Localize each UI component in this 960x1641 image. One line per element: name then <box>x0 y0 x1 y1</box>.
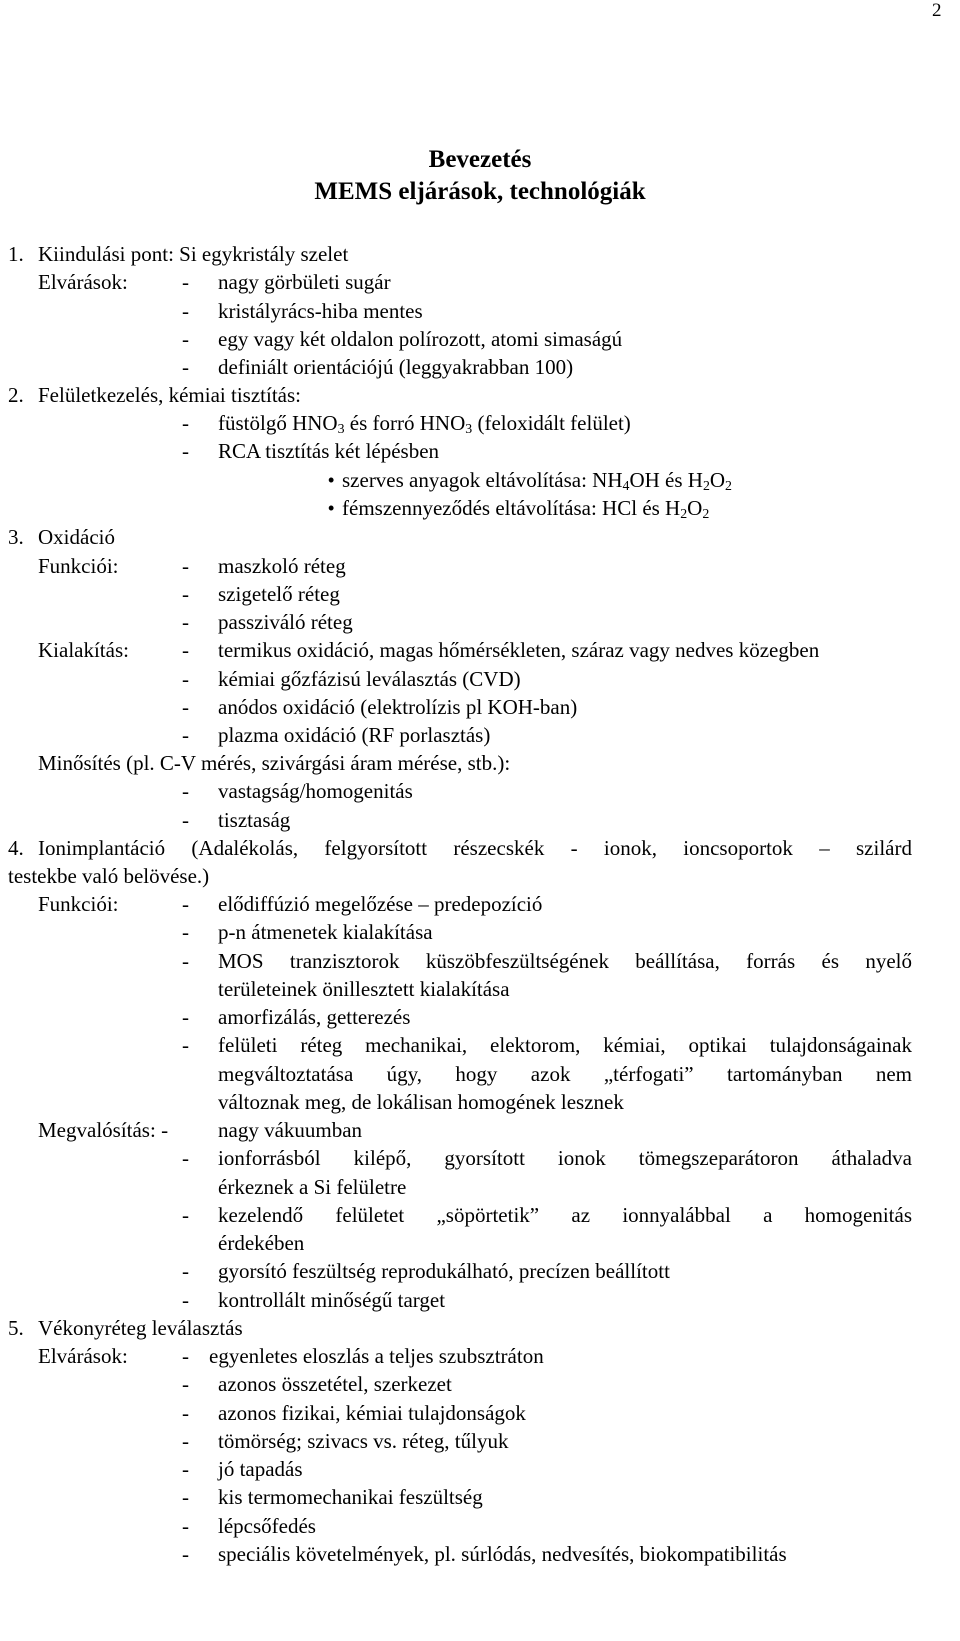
list-item: nagy görbületi sugár <box>218 270 391 294</box>
list-item: maszkoló réteg <box>218 554 346 578</box>
list-item: RCA tisztítás két lépésben <box>218 439 440 463</box>
list-dash: - <box>182 667 189 691</box>
label-elvarasok: Elvárások: <box>38 270 128 294</box>
list-item: gyorsító feszültség reprodukálható, precízen beállított <box>218 1259 670 1283</box>
list-item-cont: területeinek önillesztett kialakítása <box>218 977 510 1001</box>
label-kialakitas: Kialakítás: <box>38 638 129 662</box>
list-item: tömörség; szivacs vs. réteg, tűlyuk <box>218 1429 509 1453</box>
section-heading: Oxidáció <box>38 525 115 549</box>
list-dash: - <box>182 1288 189 1312</box>
list-item: szigetelő réteg <box>218 582 340 606</box>
list-dash: - <box>182 808 189 832</box>
section-heading: Ionimplantáció (Adalékolás, felgyorsított részecskék - ionok, ioncsoportok – szilárd <box>38 836 912 860</box>
list-item: jó tapadás <box>218 1457 303 1481</box>
section-number: 3. <box>8 525 24 549</box>
label-funkcioi: Funkciói: <box>38 892 119 916</box>
list-item: kezelendő felületet „söpörtetik” az ionnyalábbal a homogenitás <box>218 1203 912 1227</box>
section-heading: Kiindulási pont: Si egykristály szelet <box>38 242 349 266</box>
list-dash: - <box>182 554 189 578</box>
list-dash: - <box>182 892 189 916</box>
list-dash: - <box>182 779 189 803</box>
list-dash: - <box>182 1514 189 1538</box>
list-dash: - <box>182 1401 189 1425</box>
document-subtitle: MEMS eljárások, technológiák <box>314 178 646 205</box>
list-item: kémiai gőzfázisú leválasztás (CVD) <box>218 667 521 691</box>
label-funkcioi: Funkciói: <box>38 554 119 578</box>
section-number: 4. <box>8 836 24 860</box>
list-dash: - <box>182 1344 189 1368</box>
document-title: Bevezetés <box>428 146 532 173</box>
section-number: 5. <box>8 1316 24 1340</box>
list-item: nagy vákuumban <box>218 1118 363 1142</box>
list-dash: - <box>182 1542 189 1566</box>
list-item-cont: változnak meg, de lokálisan homogének lesznek <box>218 1090 624 1114</box>
list-dash: - <box>182 1033 189 1057</box>
list-dash: - <box>182 1429 189 1453</box>
list-dash: - <box>182 610 189 634</box>
list-dash: - <box>182 270 189 294</box>
list-item: definiált orientációjú (leggyakrabban 100) <box>218 355 574 379</box>
list-dash: - <box>182 920 189 944</box>
list-item: elődiffúzió megelőzése – predepozíció <box>218 892 543 916</box>
list-dash: - <box>182 439 189 463</box>
list-dash: - <box>182 949 189 973</box>
list-item: amorfizálás, getterezés <box>218 1005 411 1029</box>
bullet-icon: • <box>328 498 335 518</box>
list-item: MOS tranzisztorok küszöbfeszültségének beállítása, forrás és nyelő <box>218 949 912 973</box>
label-minosites: Minősítés (pl. C-V mérés, szivárgási áram mérése, stb.): <box>38 751 511 775</box>
bullet-icon: • <box>328 470 335 490</box>
list-dash: - <box>182 723 189 747</box>
list-item: tisztaság <box>218 808 291 832</box>
section-number: 2. <box>8 383 24 407</box>
list-item: felületi réteg mechanikai, elektorom, kémiai, optikai tulajdonságainak <box>218 1033 912 1057</box>
list-item: ionforrásból kilépő, gyorsított ionok tömegszeparátoron áthaladva <box>218 1146 912 1170</box>
list-item: kis termomechanikai feszültség <box>218 1485 483 1509</box>
list-dash: - <box>182 1005 189 1029</box>
section-heading: Felületkezelés, kémiai tisztítás: <box>38 383 302 407</box>
list-dash: - <box>182 411 189 435</box>
section-number: 1. <box>8 242 24 266</box>
list-dash: - <box>182 1146 189 1170</box>
list-item: anódos oxidáció (elektrolízis pl KOH-ban) <box>218 695 578 719</box>
list-item-cont: megváltoztatása úgy, hogy azok „térfogati” tartományban nem <box>218 1062 912 1086</box>
list-dash: - <box>182 1372 189 1396</box>
bullet-item-metal: fémszennyeződés eltávolítása: HCl és $H_2O_2$ <box>342 496 710 522</box>
list-item: azonos fizikai, kémiai tulajdonságok <box>218 1401 526 1425</box>
list-dash: - <box>182 582 189 606</box>
label-elvarasok: Elvárások: <box>38 1344 128 1368</box>
list-item-cont: érdekében <box>218 1231 305 1255</box>
list-item: passziváló réteg <box>218 610 353 634</box>
list-dash: - <box>182 695 189 719</box>
list-dash: - <box>182 1485 189 1509</box>
list-item: egyenletes eloszlás a teljes szubsztráton <box>209 1344 544 1368</box>
list-dash: - <box>182 355 189 379</box>
list-item-hno3: füstölgő $HNO_3$ és forró $HNO_3$ (feloxidált felület) <box>218 411 631 437</box>
list-item: egy vagy két oldalon polírozott, atomi simaságú <box>218 327 623 351</box>
list-item: vastagság/homogenitás <box>218 779 413 803</box>
list-item: lépcsőfedés <box>218 1514 316 1538</box>
list-item: termikus oxidáció, magas hőmérsékleten, száraz vagy nedves közegben <box>218 638 820 662</box>
list-dash: - <box>182 638 189 662</box>
list-item: azonos összetétel, szerkezet <box>218 1372 452 1396</box>
list-item: speciális követelmények, pl. súrlódás, nedvesítés, biokompatibilitás <box>218 1542 787 1566</box>
list-item: kristályrács-hiba mentes <box>218 299 423 323</box>
list-dash: - <box>182 1259 189 1283</box>
label-megvalositas: Megvalósítás: - <box>38 1118 169 1142</box>
list-item-cont: érkeznek a Si felületre <box>218 1175 407 1199</box>
section-heading: Vékonyréteg leválasztás <box>38 1316 243 1340</box>
bullet-item-organic: szerves anyagok eltávolítása: $NH_4OH$ és $H_2O_2$ <box>342 468 732 494</box>
list-item: p-n átmenetek kialakítása <box>218 920 433 944</box>
section-heading-cont: testekbe való belövése.) <box>8 864 210 888</box>
list-item: kontrollált minőségű target <box>218 1288 446 1312</box>
list-dash: - <box>182 299 189 323</box>
list-dash: - <box>182 1457 189 1481</box>
list-dash: - <box>182 327 189 351</box>
list-item: plazma oxidáció (RF porlasztás) <box>218 723 491 747</box>
list-dash: - <box>182 1203 189 1227</box>
page-number: 2 <box>932 0 942 21</box>
